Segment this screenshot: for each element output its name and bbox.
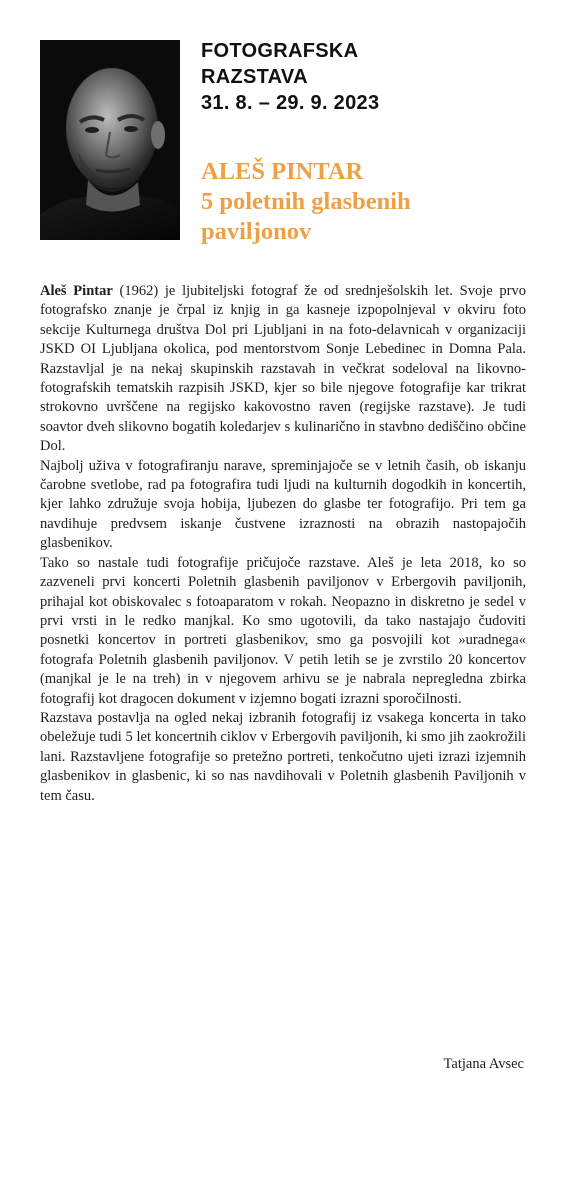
- exhibition-heading: [201, 38, 379, 116]
- author-signature: Tatjana Avsec: [443, 1056, 524, 1072]
- exhibition-dates: 31. 8. – 29. 9. 2023: [201, 92, 380, 114]
- paragraph-4: Razstava postavlja na ogled nekaj izbranih fotografij iz vsakega koncerta in tako obeležuje tudi 5 let koncertnih ciklov v Erbergovih paviljonih, ki smo jih zaokrožili lani. Razstavljene fotografije so pretežno portreti, tenkočutno ujeti izrazi izjemnih glasbenikov in glasbenic, ki so nas navdihovali v Poletnih glasbenih Paviljonih v tem času.: [40, 709, 526, 804]
- exhibition-title-line-1: 5 poletnih glasbenih: [201, 188, 411, 215]
- portrait-photo-icon: [40, 40, 180, 240]
- paragraph-1-text: (1962) je ljubiteljski fotograf že od srednješolskih let. Svoje prvo fotografsko znanje je črpal iz knjig in ga kasneje izpopolnjeval v okviru foto sekcije Kulturnega društva Dol pri Ljubljani in na foto-delavnicah v organizaciji JSKD OI Ljubljana okolica, pod mentorstvom Sonje Lebedinec in Domna Pala. Razstavljal je na nekaj skupinskih razstavah in večkrat sodeloval na likovno-fotografskih tematskih razpisih JSKD, kjer so bile njegove fotografije kar trikrat strokovno uvrščene na regijsko kakovostno raven (regijske razstave). Je tudi soavtor dveh slikovno bogatih koledarjev s kulinarično in stavbno dediščino občine Dol.: [40, 283, 526, 455]
- heading-line-1: FOTOGRAFSKA: [201, 40, 359, 62]
- paragraph-1: [40, 282, 526, 457]
- artist-name: ALEŠ PINTAR: [201, 158, 364, 185]
- artist-portrait: [40, 40, 180, 240]
- exhibition-title-line-2: paviljonov: [201, 218, 312, 245]
- intro-artist-name: Aleš Pintar: [40, 283, 113, 299]
- paragraph-2: Najbolj uživa v fotografiranju narave, spreminjajoče se v letnih časih, ob iskanju čarobne svetlobe, rad pa fotografira tudi ljudi na kulturnih dogodkih in koncertih, kjer lahko združuje svoja hobija, ljubezen do glasbe ter fotografijo. Pri tem ga navdihuje predvsem iskanje čustvene izraznosti na obrazih nastopajočih glasbenikov.: [40, 457, 526, 552]
- biography-text: [40, 282, 526, 806]
- heading-line-2: RAZSTAVA: [201, 66, 308, 88]
- artist-title-block: [201, 157, 411, 247]
- paragraph-3: Tako so nastale tudi fotografije pričujoče razstave. Aleš je leta 2018, ko so zazveneli prvi koncerti Poletnih glasbenih paviljonov v Erbergovih paviljonih, prihajal kot obiskovalec s fotoaparatom v rokah. Neopazno in diskretno je sedel v prvi vrsti in le redko manjkal. Ko smo ugotovili, da tako nastajajo čudoviti posnetki koncertov in portreti glasbenikov, smo ga posvojili kot »uradnega« fotografa Poletnih glasbenih paviljonov. V petih letih se je zvrstilo 20 koncertov (manjkal je le na treh) in v njegovem arhivu se je nabrala nepregledna zbirka fotografij kot dragocen dokument v izjemno bogati izrazni sporočilnosti.: [40, 554, 526, 707]
